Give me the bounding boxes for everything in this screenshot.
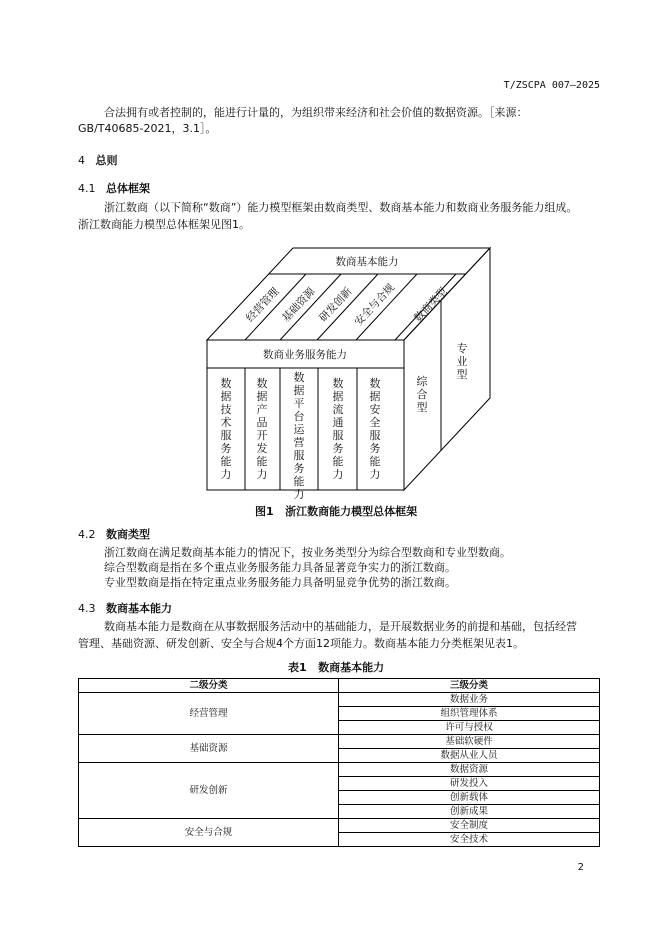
standard-number: T/ZSCPA 007—2025 (503, 80, 600, 91)
section-4-1-para-line-2: 浙江数商能力模型总体框架见图1。 (78, 218, 250, 231)
column-label-circulation: 数据流通服务能力 (332, 377, 344, 481)
table-cell: 创新载体 (339, 791, 600, 805)
page-number: 2 (577, 862, 584, 873)
table-cell: 创新成果 (339, 805, 600, 819)
slant-label-security: 安全与合规 (352, 281, 398, 329)
section-title: 数商类型 (106, 528, 150, 541)
section-number: 4.1 (78, 182, 96, 195)
section-title: 数商基本能力 (106, 602, 172, 615)
table-caption (288, 659, 384, 675)
column-label-security: 数据安全服务能力 (369, 377, 381, 481)
table-cell: 许可与授权 (339, 721, 600, 735)
table-group-cell: 基础资源 (79, 735, 339, 763)
table-cell: 基础软硬件 (339, 735, 600, 749)
section-4-3-line-1: 数商基本能力是数商在从事数据服务活动中的基础能力，是开展数据业务的前提和基础，包括经营 (104, 620, 577, 633)
column-label-tech: 数据技术服务能力 (220, 377, 232, 481)
section-4-3-heading (78, 600, 172, 616)
figure-caption-text: 浙江数商能力模型总体框架 (285, 505, 418, 518)
figure-caption-number: 图1 (255, 505, 274, 518)
table-cell: 安全技术 (339, 833, 600, 847)
table-row (79, 763, 600, 777)
intro-line-2: GB/T40685-2021，3.1］。 (78, 122, 217, 135)
section-title: 总则 (95, 154, 118, 167)
section-4-2-line-3: 专业型数商是指在特定重点业务服务能力具备明显竞争优势的浙江数商。 (104, 576, 456, 589)
figure-caption (255, 503, 417, 519)
section-number: 4 (78, 154, 85, 167)
column-label-platform: 数据平台运营服务能力 (293, 371, 305, 501)
section-title: 总体框架 (106, 182, 150, 195)
section-4-1-para-line-1: 浙江数商（以下简称“数商”）能力模型框架由数商类型、数商基本能力和数商业务服务能力组成。 (104, 201, 578, 214)
column-label-product: 数据产品开发能力 (256, 377, 268, 481)
table-cell: 研发投入 (339, 777, 600, 791)
slant-label-resources: 基础资源 (280, 285, 318, 325)
side-label-comprehensive: 综合型 (416, 375, 428, 414)
table-caption-number: 表1 (288, 661, 307, 674)
table-group-cell: 经营管理 (79, 693, 339, 735)
top-label: 数商基本能力 (335, 256, 399, 268)
table-header-tertiary: 三级分类 (339, 679, 600, 693)
table-row (79, 693, 600, 707)
section-4-2-heading (78, 526, 150, 542)
table-header-row (79, 679, 600, 693)
table-cell: 数据从业人员 (339, 749, 600, 763)
front-label: 数商业务服务能力 (263, 349, 347, 361)
table-header-secondary: 二级分类 (79, 679, 339, 693)
table-cell: 安全制度 (339, 819, 600, 833)
section-number: 4.2 (78, 528, 96, 541)
table-group-cell: 研发创新 (79, 763, 339, 819)
section-4-2-line-2: 综合型数商是指在多个重点业务服务能力具备显著竞争实力的浙江数商。 (104, 561, 456, 574)
intro-line-1: 合法拥有或者控制的，能进行计量的，为组织带来经济和社会价值的数据资源。［来源： (104, 106, 528, 119)
slant-label-operation: 经营管理 (244, 285, 282, 325)
section-4-2-line-1: 浙江数商在满足数商基本能力的情况下，按业务类型分为综合型数商和专业型数商。 (104, 546, 511, 559)
section-number: 4.3 (78, 602, 96, 615)
table-row (79, 735, 600, 749)
table-group-cell: 安全与合规 (79, 819, 339, 847)
table-row (79, 819, 600, 833)
section-4-3-line-2: 管理、基础资源、研发创新、安全与合规4个方面12项能力。数商基本能力分类框架见表1。 (78, 637, 524, 650)
table-cell: 数据业务 (339, 693, 600, 707)
table-cell: 组织管理体系 (339, 707, 600, 721)
capability-table (78, 678, 600, 847)
table-caption-text: 数商基本能力 (318, 661, 385, 674)
side-label-specialized: 专业型 (456, 342, 468, 381)
table-cell: 数据资源 (339, 763, 600, 777)
slant-label-types: 数商类型 (412, 285, 450, 325)
slant-label-innovation: 研发创新 (317, 285, 355, 325)
